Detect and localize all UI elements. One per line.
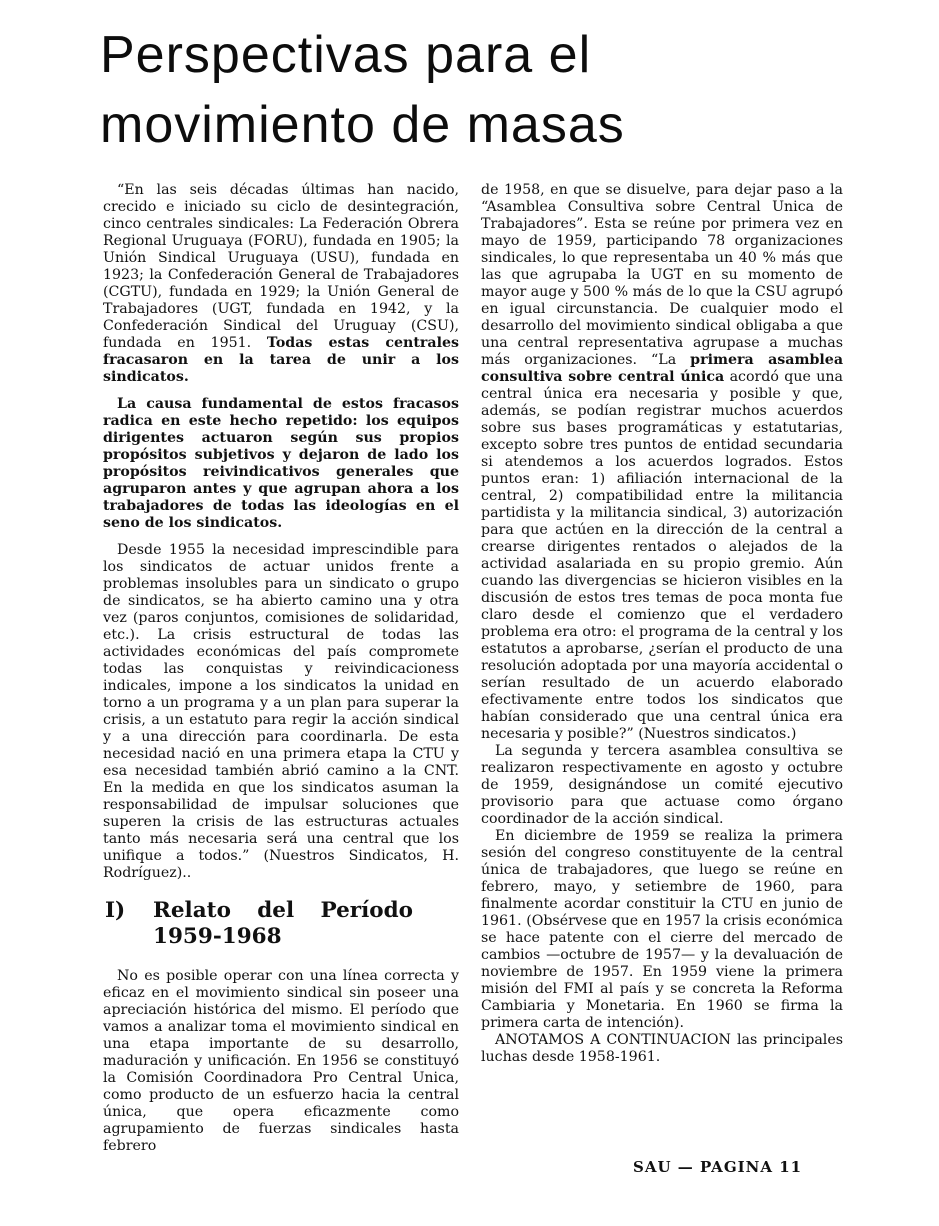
since-1955-paragraph: Desde 1955 la necesidad imprescindible para los sindicatos de actuar unidos frente a problemas insolubles para un sindicato o grupo de sindicatos, se ha abierto camino una y otra vez (paros conjuntos, comisiones de solidaridad, etc.). La crisis estructural de todas las actividades económicas del país compromete todas las conquistas y reivindicacioness indicales, impone a los sindicatos la unidad en torno a un programa y a un plan para superar la crisis, a un estatuto para regir la acción sindical y a una dirección para coordinarla. De esta necesidad nació en una primera etapa la CTU y esa necesidad también abrió camino a la CNT. En la medida en que los sindicatos asuman la responsabilidad de impulsar soluciones que superen la crisis de las estructuras actuales tanto más necesaria será una central que los unifique a todos.” (Nuestros Sindicatos, H. Rodríguez)..: [103, 542, 459, 881]
section-number: I): [105, 898, 126, 923]
page-footer: SAU — PAGINA 11: [633, 1158, 803, 1176]
intro-quote: “En las seis décadas últimas han nacido, crecido e iniciado su ciclo de desintegración, cinco centrales sindicales: La Federación Obrera Regional Uruguaya (FORU), fundada en 1905; la Unión Sindical Uruguaya (USU), fundada en 1923; la Confederación General de Trabajadores (CGTU), fundada en 1929; la Unión General de Trabajadores (UGT, fundada en 1942, y la Confederación Sindical del Uruguay (CSU), fundada en 1951.: [103, 182, 459, 351]
section-heading: [105, 898, 459, 950]
continuation-bold: primera asamblea consultiva sobre central única: [481, 352, 844, 385]
left-column: [103, 182, 459, 1155]
continuation-b: acordó que una central única era necesaria y posible y que, además, se podían registrar muchos acuerdos sobre sus bases programáticas y estatutarias, excepto sobre tres puntos de entidad secundaria si atendemos a los acuerdos logrados. Estos puntos eran: 1) afiliación internacional de la central, 2) compatibilidad entre la militancia partidista y la militancia sindical, 3) autorización para que actúen en la dirección de la central a crearse dirigentes rentados o alejados de la actividad asalariada en su propio gremio. Aún cuando las divergencias se hicieron visibles en la discusión de estos tres temas de poca monta fue claro desde el comienzo que el verdadero problema era otro: el programa de la central y los estatutos a aprobarse, ¿serían el producto de una resolución adoptada por una mayoría accidental o serían resultado de un acuerdo elaborado efectivamente entre todos los sindicatos que habían considerado que una central única era necesaria y posible?” (Nuestros sindicatos.): [481, 369, 843, 742]
continuation-a: de 1958, en que se disuelve, para dejar paso a la “Asamblea Consultiva sobre Central Unica de Trabajadores”. Esta se reúne por primera vez en mayo de 1959, participando 78 organizaciones sindicales, lo que representaba un 40 % más que las que agrupaba la UGT en su momento de mayor auge y 500 % más de lo que la CSU agrupó en igual circunstancia. De cualquier modo el desarrollo del movimiento sindical obligaba a que una central representativa agrupase a muchas más organizaciones. “La: [481, 182, 843, 368]
cause-paragraph: La causa fundamental de estos fracasos radica en este hecho repetido: los equipos dirigentes actuaron según sus propios propósitos subjetivos y dejaron de lado los propósitos reivindicativos generales que agruparon antes y que agrupan ahora a los trabajadores de todas las ideologías en el seno de los sindicatos.: [103, 396, 459, 531]
intro-quote-bold: Todas estas centrales fracasaron en la tarea de unir a los sindicatos.: [103, 335, 460, 385]
continuation-paragraph: [481, 182, 843, 743]
article-title: Perspectivas para el movimiento de masas: [100, 26, 625, 154]
section-title: Relato del Período 1959-1968: [153, 898, 413, 949]
anotamos-paragraph: ANOTAMOS A CONTINUACION las principales luchas desde 1958-1961.: [481, 1032, 843, 1065]
no-es-posible-paragraph: No es posible operar con una línea correcta y eficaz en el movimiento sindical sin poseer una apreciación histórica del mismo. El período que vamos a analizar toma el movimiento sindical en una etapa importante de su desarrollo, maduración y unificación. En 1956 se constituyó la Comisión Coordinadora Pro Central Unica, como producto de un esfuerzo hacia la central única, que opera eficazmente como agrupamiento de fuerzas sindicales hasta febrero: [103, 968, 459, 1154]
diciembre-1959-paragraph: En diciembre de 1959 se realiza la primera sesión del congreso constituyente de la central única de trabajadores, que luego se reúne en febrero, mayo, y setiembre de 1960, para finalmente acordar constituir la CTU en junio de 1961. (Obsérvese que en 1957 la crisis económica se hace patente con el cierre del mercado de cambios —octubre de 1957— y la devaluación de noviembre de 1957. En 1959 viene la primera misión del FMI al país y se concreta la Reforma Cambiaria y Monetaria. En 1960 se firma la primera carta de intención).: [481, 828, 843, 1031]
right-column: [481, 182, 843, 1066]
intro-paragraph: [103, 182, 459, 386]
segunda-tercera-paragraph: La segunda y tercera asamblea consultiva se realizaron respectivamente en agosto y octubre de 1959, designándose un comité ejecutivo provisorio para que actuase como órgano coordinador de la acción sindical.: [481, 743, 843, 827]
